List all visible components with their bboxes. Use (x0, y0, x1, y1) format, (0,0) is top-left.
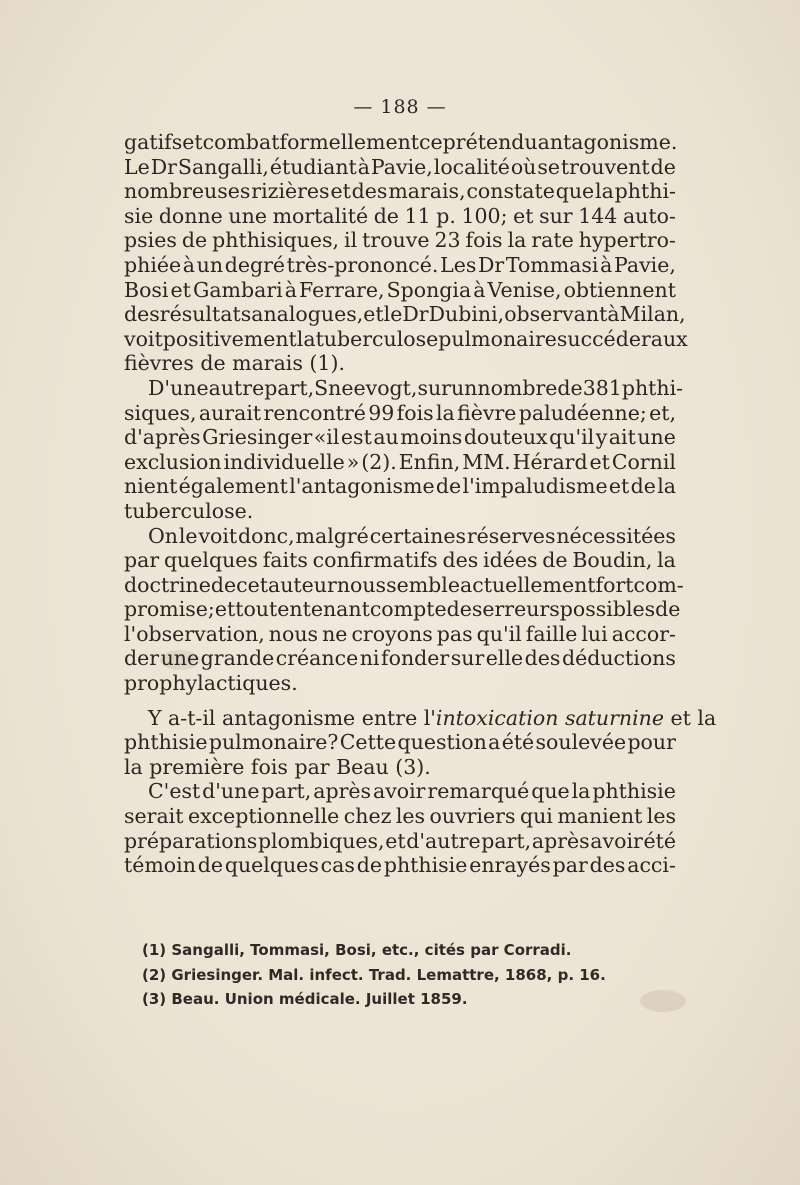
text-line: prophylactiques. (124, 671, 298, 696)
footnotes (142, 938, 612, 1012)
text-line: promise; et tout en tenant compte des erreurs possibles de (124, 597, 681, 622)
text-line: doctrine de cet auteur nous semble actuellement fort com- (124, 572, 684, 597)
footnote-3: (3) Beau. Union médicale. Juillet 1859. (142, 990, 468, 1008)
footnote-2: (2) Griesinger. Mal. infect. Trad. Lemattre, 1868, p. 16. (142, 965, 606, 984)
text-line: phthisie pulmonaire? Cette question a été soulevée pour (124, 730, 676, 755)
footnote-1: (1) Sangalli, Tommasi, Bosi, etc., cités par Corradi. (142, 941, 572, 959)
text-line: nient également l'antagonisme de l'impaludisme et de la (124, 474, 676, 499)
paragraph-gap (124, 696, 676, 706)
body-text (124, 130, 717, 878)
text-line: tuberculose. (124, 498, 254, 523)
text-line: On le voit donc, malgré certaines réserves nécessitées (148, 523, 676, 548)
text-line: C'est d'une part, après avoir remarqué que la phthisie (148, 779, 676, 804)
text-line: serait exceptionnelle chez les ouvriers qui manient les (124, 804, 676, 829)
page-number: — 188 — (353, 96, 447, 118)
text-line: siques, aurait rencontré 99 fois la fièvre paludéenne; et, (124, 400, 676, 425)
text-line: sie donne une mortalité de 11 p. 100; et sur 144 auto- (124, 203, 676, 228)
text-line: la première fois par Beau (3). (124, 754, 431, 779)
text-line: der une grande créance ni fonder sur elle des déductions (124, 646, 676, 671)
text-line: d'après Griesinger «il est au moins douteux qu'il y ait une (124, 425, 676, 450)
text-line: témoin de quelques cas de phthisie enrayés par des acci- (124, 853, 676, 878)
text-line: gatifs et combat formellement ce prétendu antagonisme. (124, 130, 678, 154)
text-line: par quelques faits confirmatifs des idées de Boudin, la (124, 548, 676, 573)
text-line: voit positivement la tuberculose pulmonaire succéder aux (124, 326, 688, 351)
text-line (124, 705, 717, 731)
text-line: Le Dr Sangalli, étudiant à Pavie, localité où se trouvent de (124, 154, 676, 179)
text-line: l'observation, nous ne croyons pas qu'il faille lui accor- (124, 621, 676, 646)
text-line: préparations plombiques, et d'autre part, après avoir été (124, 828, 676, 853)
text-line: Bosi et Gambari à Ferrare, Spongia à Venise, obtiennent (124, 277, 676, 302)
text-line: des résultats analogues, et le Dr Dubini, observant à Milan, (124, 302, 686, 327)
text-run: intoxication saturnine (435, 705, 665, 730)
text-line: psies de phthisiques, il trouve 23 fois la rate hypertro- (124, 228, 676, 253)
text-line: exclusion individuelle » (2). Enfin, MM. Hérard et Cornil (124, 449, 676, 474)
text-line: fièvres de marais (1). (124, 351, 345, 376)
text-run: et la (664, 705, 717, 730)
text-line: nombreuses rizières et des marais, constate que la phthi- (124, 179, 676, 204)
text-line: D'une autre part, Sneevogt, sur un nombre de 381 phthi- (148, 375, 684, 400)
text-line: phiée à un degré très-prononcé. Les Dr Tommasi à Pavie, (124, 252, 676, 277)
text-run: Y a-t-il antagonisme entre l' (148, 705, 436, 730)
